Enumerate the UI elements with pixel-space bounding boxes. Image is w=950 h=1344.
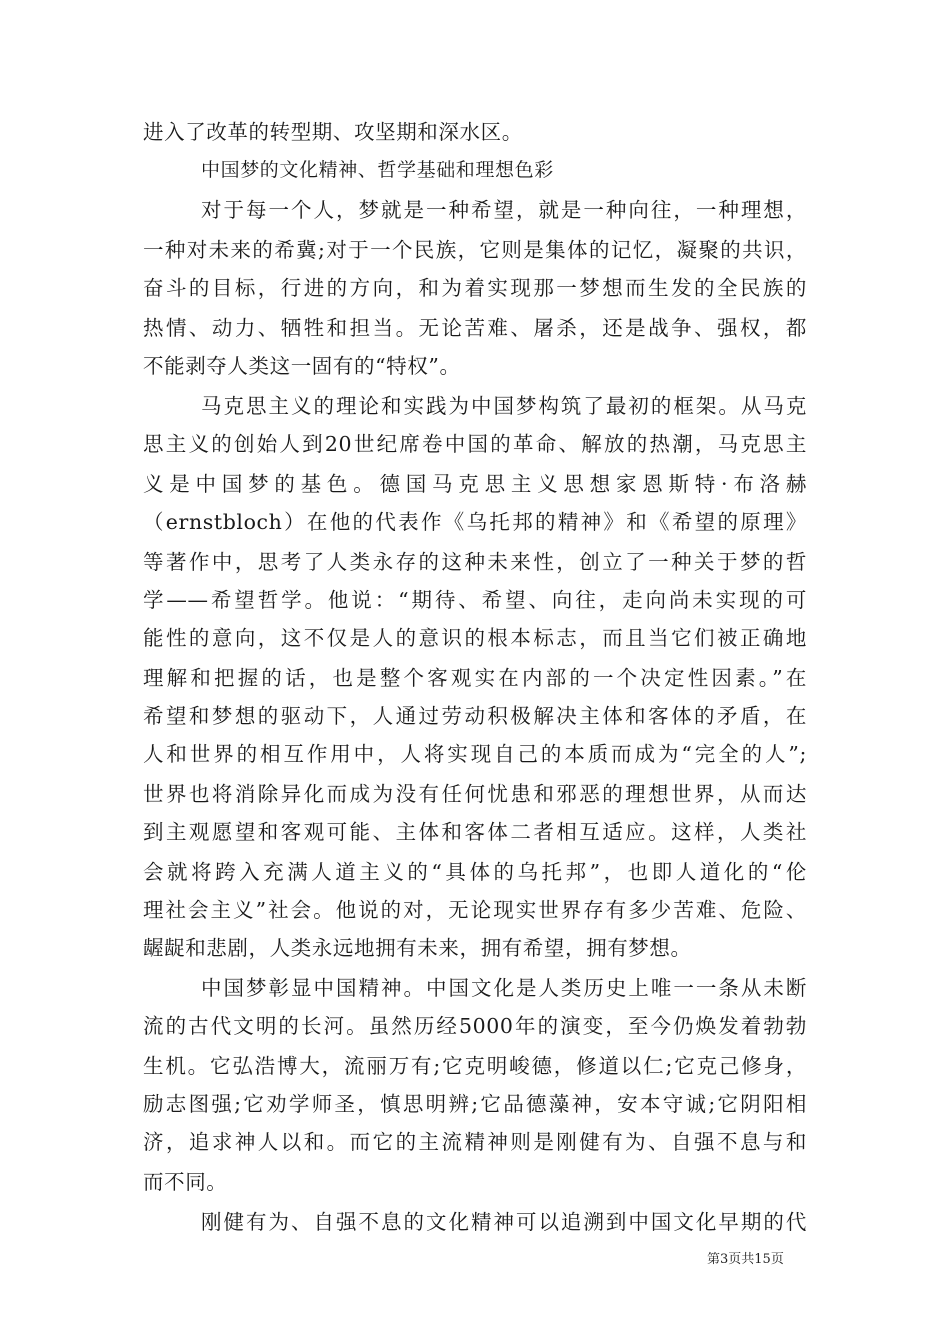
text-line: 能性的意向，这不仅是人的意识的根本标志，而且当它们被正确地 [143,626,807,650]
text-line: 中国梦彰显中国精神。中国文化是人类历史上唯一一条从未断 [201,976,807,1000]
text-line: 到主观愿望和客观可能、主体和客体二者相互适应。这样，人类社 [143,820,807,844]
text-line: 龌龊和悲剧，人类永远地拥有未来，拥有希望，拥有梦想。 [143,936,692,960]
text-line: 希望和梦想的驱动下，人通过劳动积极解决主体和客体的矛盾，在 [143,704,807,728]
text-line: 济，追求神人以和。而它的主流精神则是刚健有为、自强不息与和 [143,1130,807,1154]
text-line: 进入了改革的转型期、攻坚期和深水区。 [143,120,523,144]
text-line: 世界也将消除异化而成为没有任何忧患和邪恶的理想世界，从而达 [143,782,807,806]
text-line: （ernstbloch）在他的代表作《乌托邦的精神》和《希望的原理》 [143,510,807,534]
text-line: 中国梦的文化精神、哲学基础和理想色彩 [201,159,554,181]
text-line: 人和世界的相互作用中，人将实现自己的本质而成为“完全的人”; [143,742,807,766]
page-number: 第3页共15页 [707,1252,784,1267]
text-line: 生机。它弘浩博大，流丽万有;它克明峻德，修道以仁;它克己修身， [143,1054,807,1078]
text-line: 会就将跨入充满人道主义的“具体的乌托邦”，也即人道化的“伦 [143,860,807,884]
text-line: 而不同。 [143,1170,228,1194]
text-line: 义是中国梦的基色。德国马克思主义思想家恩斯特·布洛赫 [143,472,807,496]
text-line: 思主义的创始人到20世纪席卷中国的革命、解放的热潮，马克思主 [143,432,807,456]
text-line: 流的古代文明的长河。虽然历经5000年的演变，至今仍焕发着勃勃 [143,1014,807,1038]
text-line: 等著作中，思考了人类永存的这种未来性，创立了一种关于梦的哲 [143,550,807,574]
text-line: 理解和把握的话，也是整个客观实在内部的一个决定性因素。”在 [143,666,807,690]
text-line: 理社会主义”社会。他说的对，无论现实世界存有多少苦难、危险、 [143,898,807,922]
text-line: 热情、动力、牺牲和担当。无论苦难、屠杀，还是战争、强权，都 [143,316,807,340]
text-line: 奋斗的目标，行进的方向，和为着实现那一梦想而生发的全民族的 [143,276,807,300]
text-line: 对于每一个人，梦就是一种希望，就是一种向往，一种理想， [201,198,807,222]
text-line: 励志图强;它劝学师圣，慎思明辨;它品德藻神，安本守诚;它阴阳相 [143,1092,807,1116]
text-line: 不能剥夺人类这一固有的“特权”。 [143,354,461,378]
text-line: 学——希望哲学。他说：“期待、希望、向往，走向尚未实现的可 [143,588,807,612]
text-line: 一种对未来的希冀;对于一个民族，它则是集体的记忆，凝聚的共识， [143,238,807,262]
text-line: 刚健有为、自强不息的文化精神可以追溯到中国文化早期的代 [201,1210,807,1234]
text-line: 马克思主义的理论和实践为中国梦构筑了最初的框架。从马克 [201,394,807,418]
